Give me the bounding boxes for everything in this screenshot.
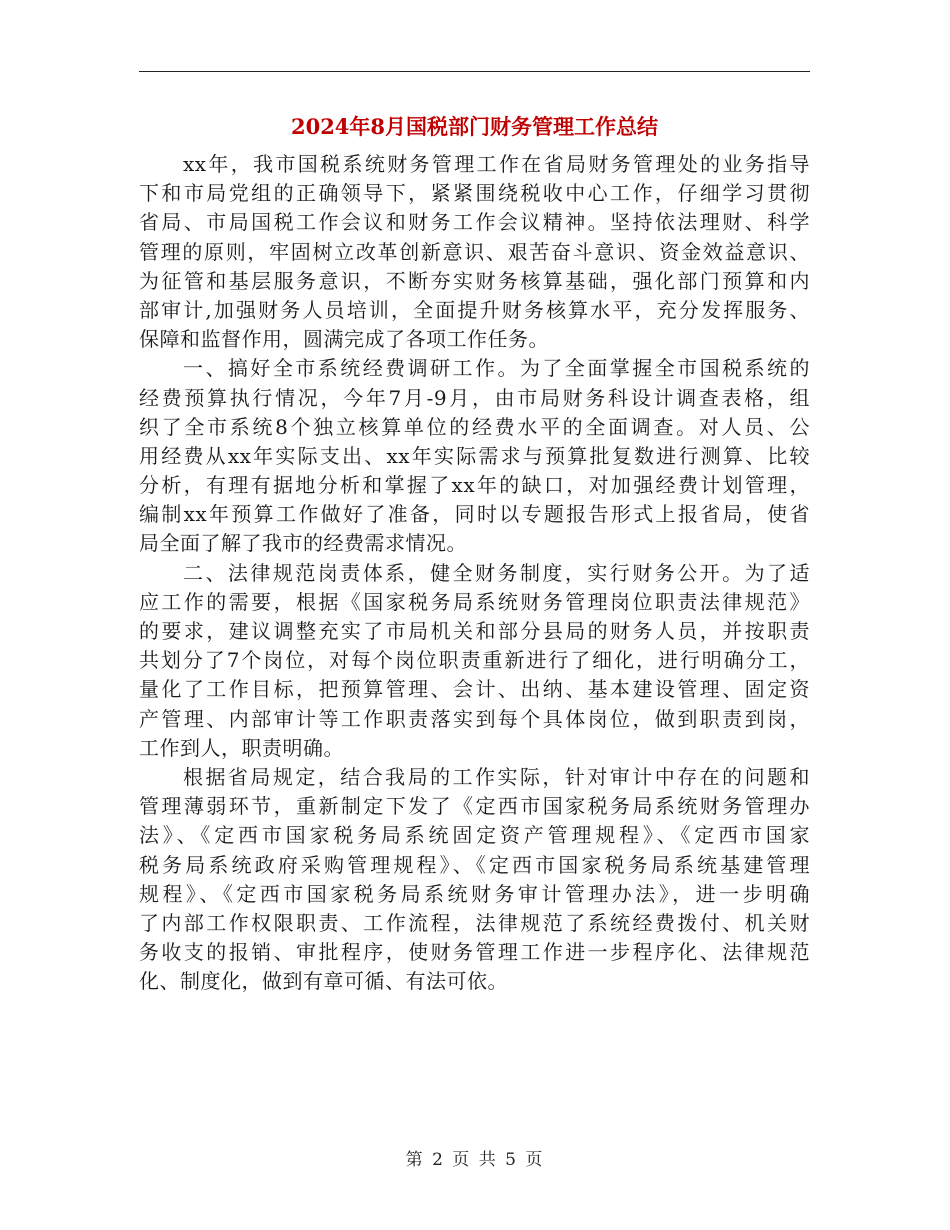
text-line: 量化了工作目标，把预算管理、会计、出纳、基本建设管理、固定资 xyxy=(139,677,810,702)
paragraph-4 xyxy=(139,763,810,997)
paragraph-3 xyxy=(139,559,810,763)
text-line: 税务局系统政府采购管理规程》、《定西市国家税务局系统基建管理 xyxy=(139,852,810,877)
text-line: 管理的原则，牢固树立改革创新意识、艰苦奋斗意识、资金效益意识、 xyxy=(139,239,810,264)
paragraph-1 xyxy=(139,150,810,354)
page-number-footer: 第 2 页 共 5 页 xyxy=(405,1150,545,1170)
text-line: xx年，我市国税系统财务管理工作在省局财务管理处的业务指导 xyxy=(183,152,810,176)
document-body xyxy=(139,150,810,996)
text-line: 了内部工作权限职责、工作流程，法律规范了系统经费拨付、机关财 xyxy=(139,910,810,935)
text-line: 用经费从xx年实际支出、xx年实际需求与预算批复数进行测算、比较 xyxy=(139,443,810,468)
text-line: 共划分了7个岗位，对每个岗位职责重新进行了细化，进行明确分工， xyxy=(139,648,810,673)
text-line: 工作到人，职责明确。 xyxy=(139,735,344,760)
text-line: 法》、《定西市国家税务局系统固定资产管理规程》、《定西市国家 xyxy=(139,823,810,848)
text-line: 产管理、内部审计等工作职责落实到每个具体岗位，做到职责到岗， xyxy=(139,706,810,731)
text-line: 编制xx年预算工作做好了准备，同时以专题报告形式上报省局，使省 xyxy=(139,502,810,527)
header-rule xyxy=(139,71,810,72)
text-line: 的要求，建议调整充实了市局机关和部分县局的财务人员，并按职责 xyxy=(139,619,810,643)
text-line: 经费预算执行情况，今年7月-9月，由市局财务科设计调查表格，组 xyxy=(139,385,810,410)
text-line: 省局、市局国税工作会议和财务工作会议精神。坚持依法理财、科学 xyxy=(139,210,810,235)
text-line: 织了全市系统8个独立核算单位的经费水平的全面调查。对人员、公 xyxy=(139,414,810,439)
document-title: 2024年8月国税部门财务管理工作总结 xyxy=(290,114,659,139)
paragraph-2 xyxy=(139,354,810,558)
text-line: 规程》、《定西市国家税务局系统财务审计管理办法》，进一步明确 xyxy=(139,881,810,906)
text-line: 管理薄弱环节，重新制定下发了《定西市国家税务局系统财务管理办 xyxy=(139,794,810,819)
text-line: 分析，有理有据地分析和掌握了xx年的缺口，对加强经费计划管理， xyxy=(139,473,810,498)
text-line: 部审计,加强财务人员培训，全面提升财务核算水平，充分发挥服务、 xyxy=(139,297,810,322)
text-line: 二、法律规范岗责体系，健全财务制度，实行财务公开。为了适 xyxy=(183,560,810,585)
text-line: 应工作的需要，根据《国家税务局系统财务管理岗位职责法律规范》 xyxy=(139,589,810,614)
text-line: 一、搞好全市系统经费调研工作。为了全面掌握全市国税系统的 xyxy=(183,356,810,381)
text-line: 为征管和基层服务意识，不断夯实财务核算基础，强化部门预算和内 xyxy=(139,268,810,293)
text-line: 下和市局党组的正确领导下，紧紧围绕税收中心工作，仔细学习贯彻 xyxy=(139,181,810,206)
text-line: 根据省局规定，结合我局的工作实际，针对审计中存在的问题和 xyxy=(183,764,810,789)
text-line: 局全面了解了我市的经费需求情况。 xyxy=(139,531,467,556)
text-line: 化、制度化，做到有章可循、有法可依。 xyxy=(139,969,508,994)
text-line: 务收支的报销、审批程序，使财务管理工作进一步程序化、法律规范 xyxy=(139,940,810,965)
text-line: 保障和监督作用，圆满完成了各项工作任务。 xyxy=(139,327,549,352)
